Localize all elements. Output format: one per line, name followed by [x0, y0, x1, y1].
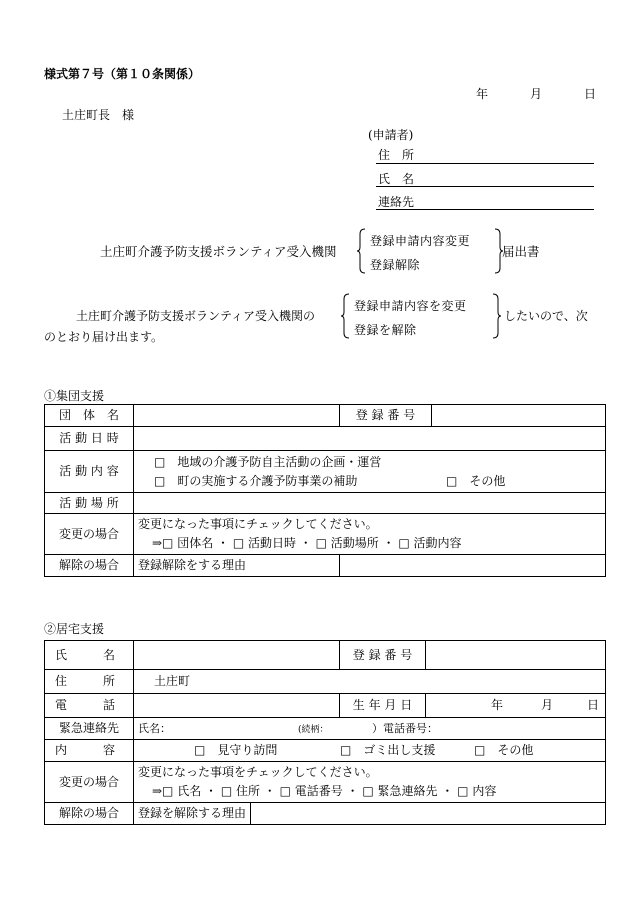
home-dob-month: 月 — [540, 698, 553, 713]
date-year: 年 — [476, 87, 489, 101]
home-phone-label-cell — [45, 694, 134, 718]
home-content-option3[interactable]: □ その他 — [474, 743, 534, 758]
home-address-label: 住 所 — [55, 674, 116, 689]
group-reg-no-label: 登 録 番 号 — [340, 405, 432, 427]
home-reg-no-field[interactable] — [426, 641, 606, 670]
group-change-field — [134, 514, 606, 555]
right-brace-icon — [492, 293, 502, 339]
left-brace-icon — [356, 228, 366, 274]
home-content-label: 内 容 — [55, 743, 116, 758]
group-section-heading: ①集団支援 — [44, 389, 105, 403]
group-cancel-reason-label: 登録解除をする理由 — [134, 555, 340, 577]
title-option-cancel: 登録解除 — [370, 258, 421, 272]
home-reg-no-label: 登 録 番 号 — [340, 641, 426, 670]
home-cancel-label: 解除の場合 — [45, 803, 134, 825]
group-content-option1[interactable]: □ 地域の介護予防自主活動の企画・運営 — [154, 454, 382, 469]
group-cancel-reason-field[interactable] — [340, 555, 606, 577]
group-content-field — [134, 451, 606, 493]
home-content-field — [134, 740, 606, 762]
group-datetime-label: 活 動 日 時 — [45, 427, 134, 451]
statement-prefix: 土庄町介護予防支援ボランティア受入機関の — [76, 309, 316, 323]
home-emergency-phone: ）電話番号： — [372, 721, 438, 735]
document-title-prefix: 土庄町介護予防支援ボランティア受入機関 — [100, 244, 337, 259]
home-address-label-cell — [45, 670, 134, 694]
group-change-label: 変更の場合 — [45, 514, 134, 555]
home-emergency-relation: (続柄： — [298, 724, 329, 735]
home-support-table — [44, 640, 606, 825]
home-content-option1[interactable]: □ 見守り訪問 — [194, 743, 278, 758]
applicant-name-label: 氏 名 — [378, 172, 415, 186]
date-day: 日 — [584, 87, 597, 101]
home-cancel-reason-field[interactable] — [251, 803, 605, 824]
group-org-name-label: 団 体 名 — [45, 405, 134, 427]
statement-option-change: 登録申請内容を変更 — [354, 299, 467, 313]
home-emergency-name: 氏名： — [138, 721, 171, 735]
home-name-field[interactable] — [134, 641, 340, 670]
group-content-option2[interactable]: □ 町の実施する介護予防事業の補助 — [154, 473, 358, 488]
title-option-change: 登録申請内容変更 — [370, 234, 471, 248]
home-emergency-label: 緊急連絡先 — [45, 718, 134, 740]
home-dob-day: 日 — [586, 698, 599, 713]
statement-suffix: したいので、次 — [504, 309, 588, 323]
applicant-contact-line[interactable] — [376, 209, 594, 210]
group-place-field[interactable] — [134, 493, 606, 514]
group-cancel-label: 解除の場合 — [45, 555, 134, 577]
group-org-name-field[interactable] — [134, 405, 340, 427]
home-cancel-reason-label: 登録を解除する理由 — [134, 803, 251, 824]
group-change-instruction: 変更になった事項にチェックしてください。 — [138, 517, 378, 531]
applicant-label: (申請者) — [368, 128, 414, 142]
home-cancel-field — [134, 803, 606, 825]
applicant-address-line[interactable] — [376, 163, 594, 164]
group-change-options[interactable]: ⇒□ 団体名 ・ □ 活動日時 ・ □ 活動場所 ・ □ 活動内容 — [152, 536, 462, 550]
applicant-address-label: 住 所 — [378, 148, 415, 162]
home-name-label: 氏 名 — [55, 647, 116, 662]
home-change-field — [134, 762, 606, 803]
statement-option-cancel: 登録を解除 — [354, 323, 417, 337]
statement-line2: のとおり届け出ます。 — [44, 330, 164, 344]
home-change-options[interactable]: ⇒□ 氏名 ・ □ 住所 ・ □ 電話番号 ・ □ 緊急連絡先 ・ □ 内容 — [152, 784, 497, 798]
date-month: 月 — [530, 87, 543, 101]
left-brace-icon — [340, 293, 350, 339]
home-content-label-cell — [45, 740, 134, 762]
home-emergency-field[interactable] — [134, 718, 606, 740]
group-content-option3[interactable]: □ その他 — [446, 473, 506, 488]
document-title-suffix: 届出書 — [502, 244, 540, 259]
home-phone-label: 電 話 — [55, 698, 116, 713]
home-dob-field[interactable] — [426, 694, 606, 718]
group-place-label: 活 動 場 所 — [45, 493, 134, 514]
group-reg-no-field[interactable] — [432, 405, 606, 427]
group-support-table — [44, 404, 606, 577]
home-change-instruction: 変更になった事項をチェックしてください。 — [138, 765, 378, 779]
home-name-label-cell — [45, 641, 134, 670]
form-number: 様式第７号（第１０条関係） — [44, 67, 201, 81]
home-change-label: 変更の場合 — [45, 762, 134, 803]
applicant-name-line[interactable] — [376, 186, 594, 187]
group-content-label: 活 動 内 容 — [45, 451, 134, 493]
home-phone-field[interactable] — [134, 694, 340, 718]
home-section-heading: ②居宅支援 — [44, 622, 105, 636]
group-datetime-field[interactable] — [134, 427, 606, 451]
home-address-field[interactable]: 土庄町 — [134, 670, 606, 694]
applicant-contact-label: 連絡先 — [378, 195, 415, 209]
home-dob-year: 年 — [490, 698, 503, 713]
home-dob-label: 生 年 月 日 — [340, 694, 426, 718]
home-content-option2[interactable]: □ ゴミ出し支援 — [340, 743, 436, 758]
addressee: 土庄町長 様 — [62, 108, 135, 122]
